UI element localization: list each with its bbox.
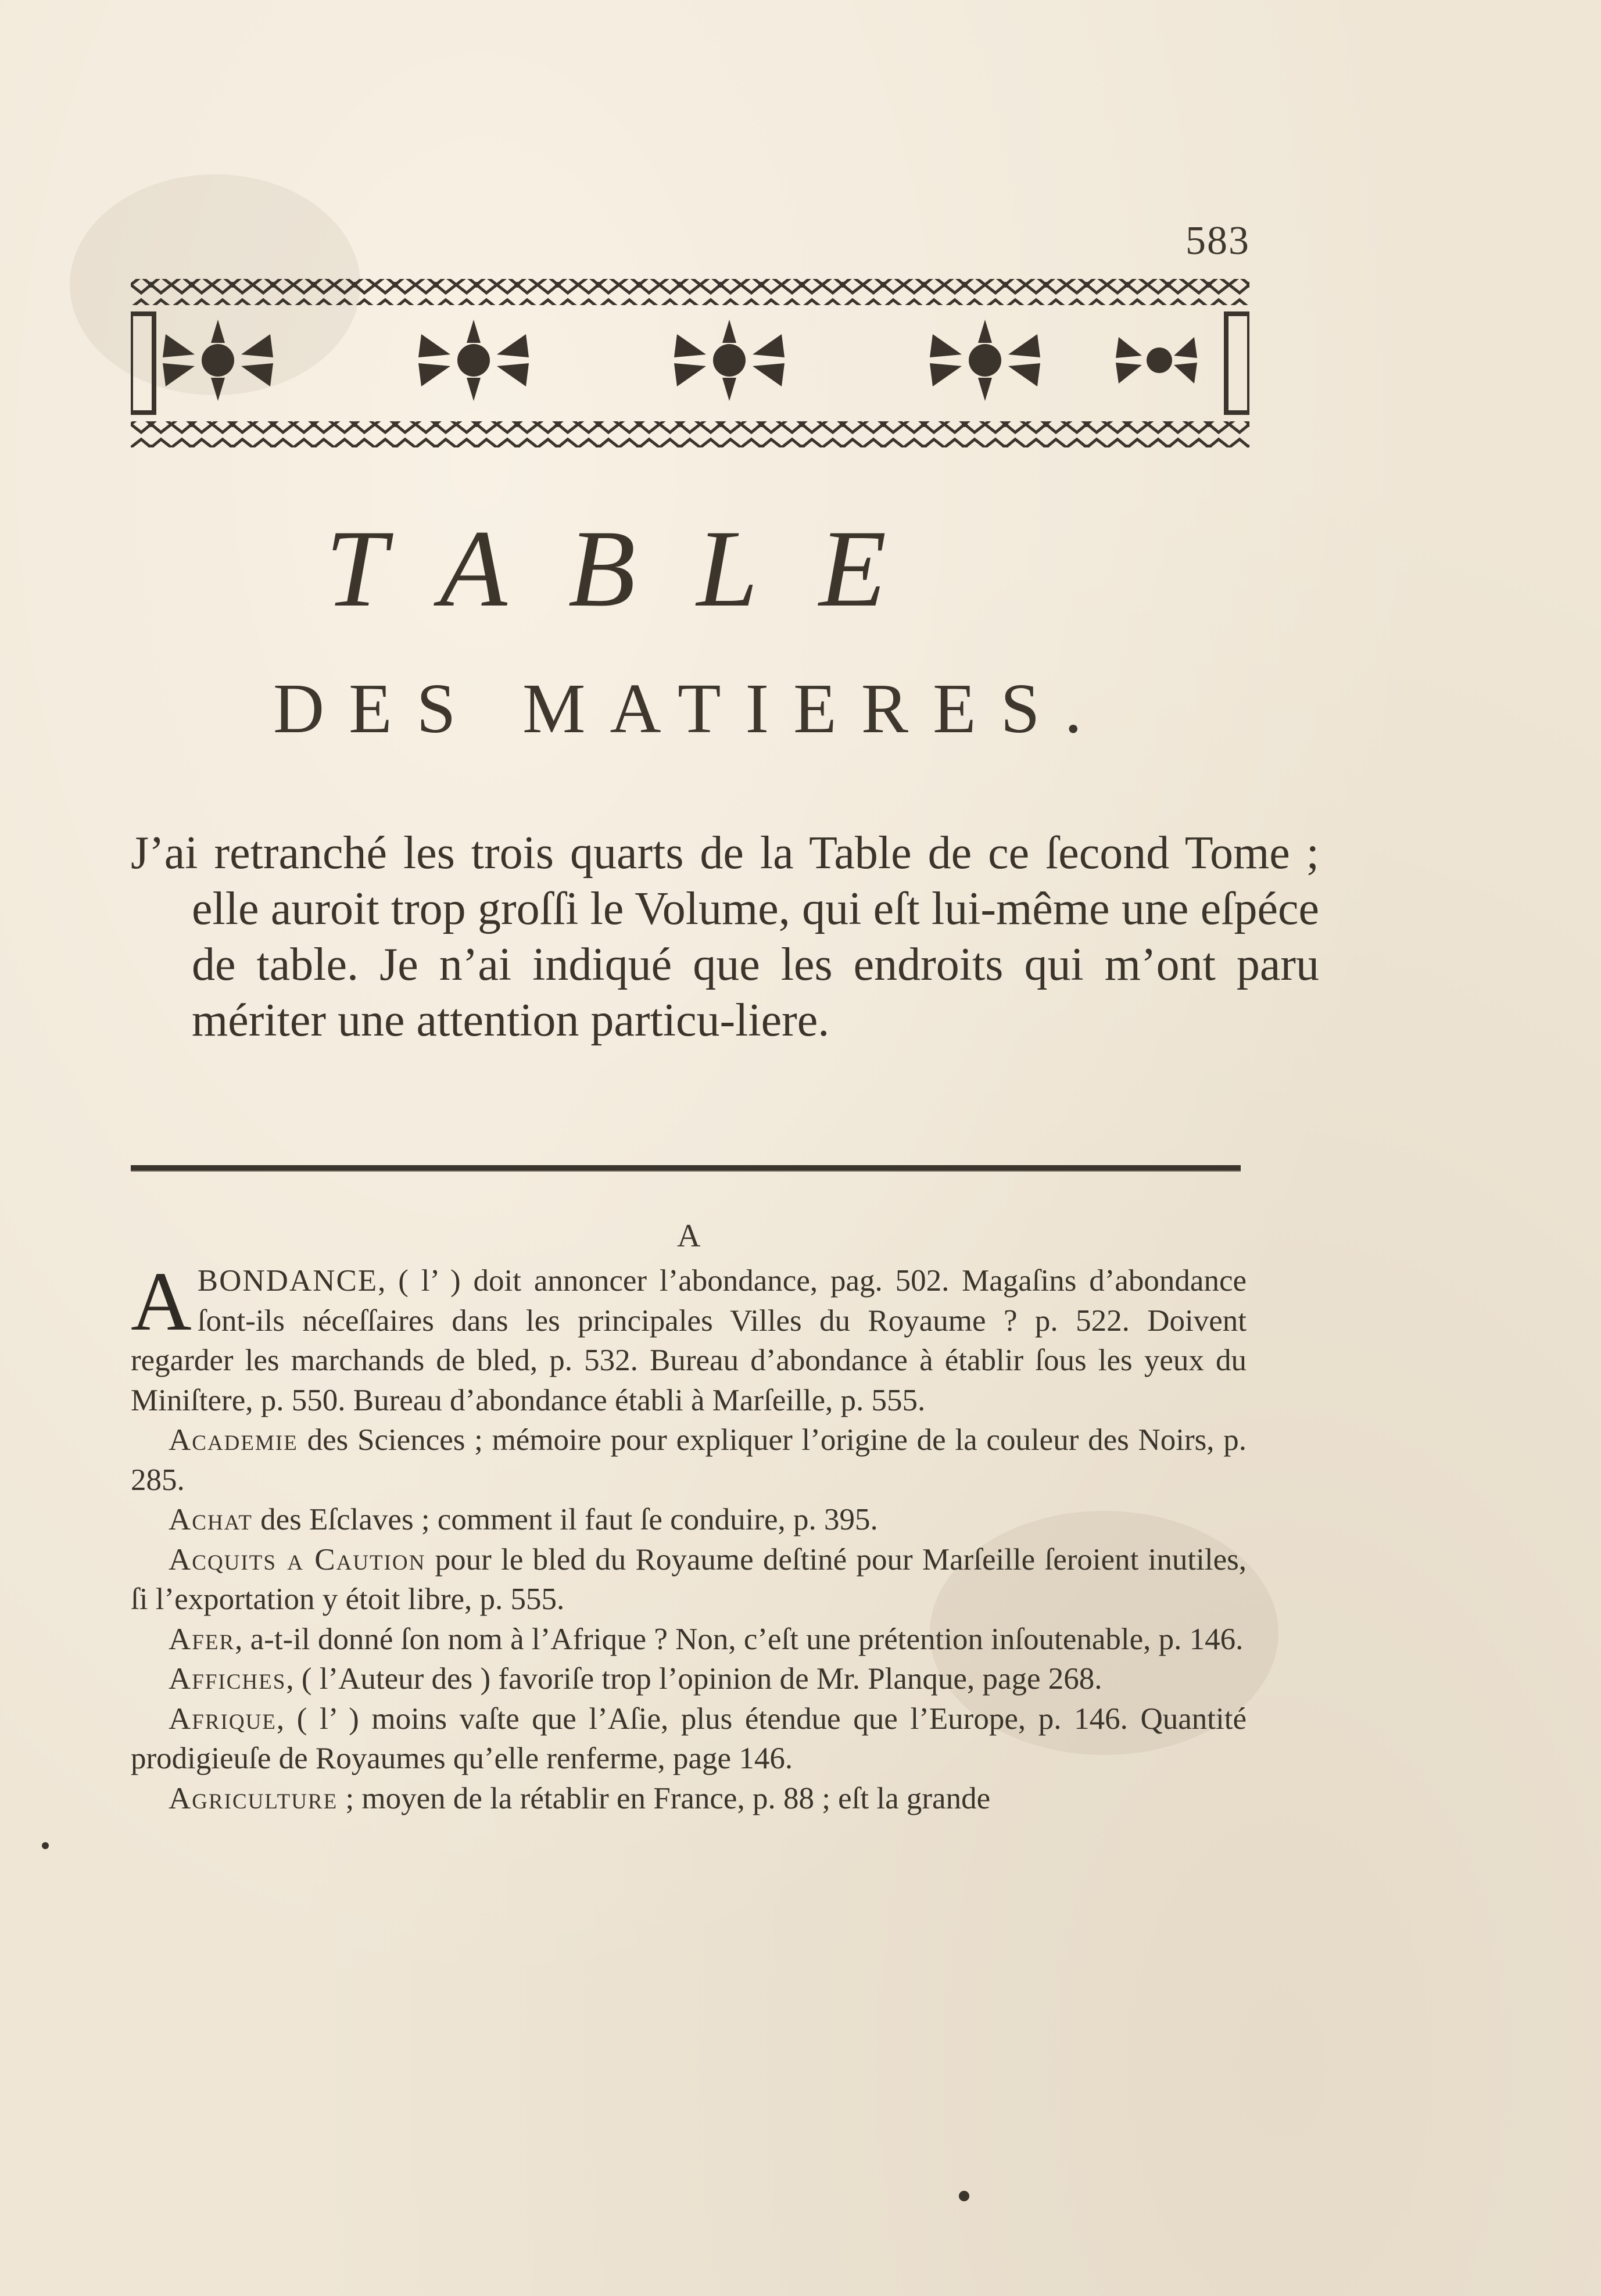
page-subtitle: DES MATIERES. — [273, 669, 1106, 748]
entry-headword: Affiches — [169, 1662, 286, 1696]
entry-headword: Academie — [169, 1423, 298, 1457]
entry-headword: Afer — [169, 1622, 235, 1656]
index-entry — [131, 1620, 1247, 1660]
ink-spot — [959, 2191, 969, 2201]
entry-text: des Sciences ; mémoire pour expliquer l’origine de la couleur des Noirs, p. 285. — [131, 1423, 1247, 1497]
entry-text: , ( l’Auteur des ) favoriſe trop l’opinion de Mr. Planque, page 268. — [286, 1662, 1102, 1696]
entry-headword: BONDANCE — [197, 1264, 378, 1298]
index-entry — [131, 1699, 1247, 1779]
entry-text: , a-t-il donné ſon nom à l’Afrique ? Non, c’eſt une prétention inſoutenable, p. 146. — [235, 1622, 1244, 1656]
preface-paragraph: J’ai retranché les trois quarts de la Table de ce ſecond Tome ; elle auroit trop groſſi le Volume, qui eſt lui-même une eſpéce de table. Je n’ai indiqué que les endroits qui m’ont paru mériter une attention particu-liere. — [131, 828, 1319, 1046]
index-entry — [131, 1659, 1247, 1699]
index-entry — [131, 1255, 1247, 1420]
entry-text: des Eſclaves ; comment il faut ſe conduire, p. 395. — [252, 1503, 878, 1536]
index-entries — [131, 1255, 1247, 1818]
entry-text: ; moyen de la rétablir en France, p. 88 ; eſt la grande — [338, 1781, 991, 1815]
entry-text: pour le bled du Royaume deſtiné pour Marſeille ſeroient inutiles, ſi l’exportation y étoit libre, p. 555. — [131, 1542, 1247, 1616]
page-number: 583 — [1185, 219, 1250, 263]
entry-headword: Achat — [169, 1503, 253, 1536]
index-entry — [131, 1420, 1247, 1500]
entry-text: , ( l’ ) moins vaſte que l’Aſie, plus étendue que l’Europe, p. 146. Quantité prodigieuſe de Royaumes qu’elle renferme, page 146. — [131, 1702, 1247, 1775]
entry-headword: Agriculture — [169, 1781, 338, 1815]
index-entry — [131, 1500, 1247, 1540]
ornamental-headpiece — [131, 273, 1249, 453]
entry-text: , ( l’ ) doit annoncer l’abondance, pag. 502. Magaſins d’abondance ſont-ils néceſſaires dans les principales Villes du Royaume ? p. 522. Doivent regarder les marchands de bled, p. 532. Bureau d’abondance à établir ſous les yeux du Miniſtere, p. 550. Bureau d’abondance établi à Marſeille, p. 555. — [131, 1264, 1247, 1417]
ink-spot — [42, 1842, 49, 1849]
index-entry — [131, 1540, 1247, 1620]
index-entry — [131, 1779, 1247, 1819]
entry-headword: Afrique — [169, 1702, 277, 1736]
drop-cap: A — [131, 1255, 192, 1348]
page-title: TABLE — [325, 508, 948, 630]
horizontal-rule — [131, 1165, 1241, 1172]
section-letter: A — [677, 1218, 701, 1254]
entry-headword: Acquits a Caution — [169, 1542, 426, 1577]
